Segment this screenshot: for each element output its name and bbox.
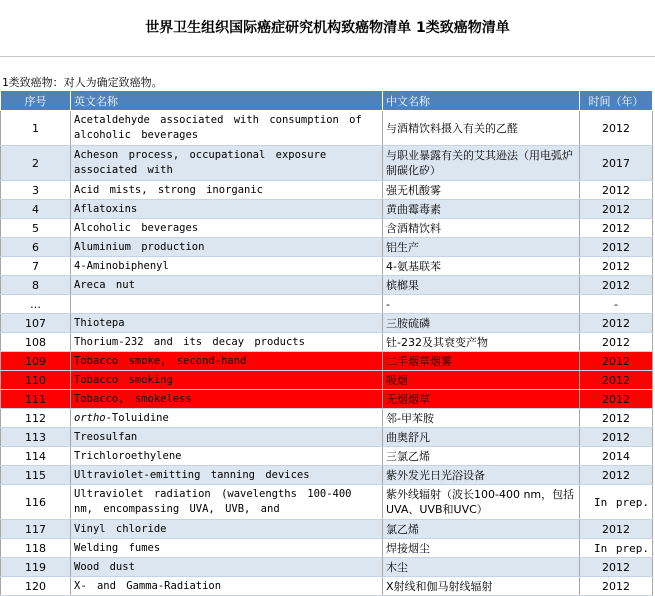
row-number: 114 xyxy=(1,447,71,466)
chinese-name: 焊接烟尘 xyxy=(383,539,580,558)
year: 2012 xyxy=(580,371,653,390)
chinese-name: 强无机酸雾 xyxy=(383,181,580,200)
row-number: 108 xyxy=(1,333,71,352)
table-row xyxy=(1,146,653,181)
row-number: 113 xyxy=(1,428,71,447)
row-number: 7 xyxy=(1,257,71,276)
table-row xyxy=(1,295,653,314)
chinese-name: 氯乙烯 xyxy=(383,520,580,539)
row-number: 8 xyxy=(1,276,71,295)
table-header-row xyxy=(1,91,653,111)
table-row xyxy=(1,539,653,558)
column-header-chinese: 中文名称 xyxy=(383,91,580,111)
row-number: 1 xyxy=(1,111,71,146)
row-number: 4 xyxy=(1,200,71,219)
page-title: 世界卫生组织国际癌症研究机构致癌物清单 1类致癌物清单 xyxy=(0,0,655,57)
table-row xyxy=(1,577,653,596)
chinese-name: 黄曲霉毒素 xyxy=(383,200,580,219)
chinese-name: 木尘 xyxy=(383,558,580,577)
english-name: Ultraviolet radiation (wavelengths 100-400 nm, encompassing UVA, UVB, and xyxy=(71,485,383,520)
year: 2012 xyxy=(580,111,653,146)
year: In prep. xyxy=(580,485,653,520)
table-row xyxy=(1,238,653,257)
table-row xyxy=(1,111,653,146)
table-row xyxy=(1,276,653,295)
column-header-number: 序号 xyxy=(1,91,71,111)
year: 2012 xyxy=(580,352,653,371)
carcinogen-table xyxy=(0,90,653,596)
table-row xyxy=(1,428,653,447)
english-name: Alcoholic beverages xyxy=(71,219,383,238)
english-name: 4-Aminobiphenyl xyxy=(71,257,383,276)
english-name: Tobacco, smokeless xyxy=(71,390,383,409)
year: - xyxy=(580,295,653,314)
chinese-name: - xyxy=(383,295,580,314)
row-number: 107 xyxy=(1,314,71,333)
year: 2012 xyxy=(580,558,653,577)
chinese-name: X射线和伽马射线辐射 xyxy=(383,577,580,596)
english-name: X- and Gamma-Radiation xyxy=(71,577,383,596)
table-row xyxy=(1,352,653,371)
table-row xyxy=(1,447,653,466)
year: 2012 xyxy=(580,577,653,596)
row-number: 109 xyxy=(1,352,71,371)
year: 2017 xyxy=(580,146,653,181)
chinese-name: 二手烟草烟雾 xyxy=(383,352,580,371)
chinese-name: 紫外发光日光浴设备 xyxy=(383,466,580,485)
year: 2012 xyxy=(580,466,653,485)
english-name: Thiotepa xyxy=(71,314,383,333)
year: 2012 xyxy=(580,200,653,219)
group-subtitle: 1类致癌物：对人为确定致癌物。 xyxy=(2,76,163,89)
row-number: 116 xyxy=(1,485,71,520)
chinese-name: 无烟烟草 xyxy=(383,390,580,409)
table-row xyxy=(1,371,653,390)
column-header-english: 英文名称 xyxy=(71,91,383,111)
year: 2012 xyxy=(580,238,653,257)
table-row xyxy=(1,200,653,219)
year: In prep. xyxy=(580,539,653,558)
english-name xyxy=(71,409,383,428)
english-name: Vinyl chloride xyxy=(71,520,383,539)
english-name xyxy=(71,295,383,314)
english-name: Ultraviolet-emitting tanning devices xyxy=(71,466,383,485)
english-name: Welding fumes xyxy=(71,539,383,558)
chinese-name: 钍-232及其衰变产物 xyxy=(383,333,580,352)
chinese-name: 含酒精饮料 xyxy=(383,219,580,238)
english-name-prefix: ortho xyxy=(74,411,106,424)
row-number: 117 xyxy=(1,520,71,539)
chinese-name: 槟榔果 xyxy=(383,276,580,295)
row-number: 6 xyxy=(1,238,71,257)
chinese-name: 紫外线辐射（波长100-400 nm，包括UVA、UVB和UVC） xyxy=(383,485,580,520)
year: 2012 xyxy=(580,333,653,352)
row-number: … xyxy=(1,295,71,314)
table-row xyxy=(1,409,653,428)
english-name: Tobacco smoking xyxy=(71,371,383,390)
year: 2012 xyxy=(580,219,653,238)
chinese-name: 邻-甲苯胺 xyxy=(383,409,580,428)
english-name: Trichloroethylene xyxy=(71,447,383,466)
english-name: Thorium-232 and its decay products xyxy=(71,333,383,352)
chinese-name: 三氯乙烯 xyxy=(383,447,580,466)
row-number: 111 xyxy=(1,390,71,409)
table-row xyxy=(1,181,653,200)
chinese-name: 4-氨基联苯 xyxy=(383,257,580,276)
year: 2012 xyxy=(580,428,653,447)
chinese-name: 吸烟 xyxy=(383,371,580,390)
row-number: 2 xyxy=(1,146,71,181)
table-row xyxy=(1,558,653,577)
english-name: Acheson process, occupational exposure associated with xyxy=(71,146,383,181)
year: 2014 xyxy=(580,447,653,466)
english-name: Acetaldehyde associated with consumption of alcoholic beverages xyxy=(71,111,383,146)
english-name-rest: -Toluidine xyxy=(105,411,169,424)
table-row xyxy=(1,314,653,333)
year: 2012 xyxy=(580,409,653,428)
year: 2012 xyxy=(580,390,653,409)
english-name: Aflatoxins xyxy=(71,200,383,219)
row-number: 118 xyxy=(1,539,71,558)
english-name: Wood dust xyxy=(71,558,383,577)
row-number: 119 xyxy=(1,558,71,577)
table-row xyxy=(1,485,653,520)
table-row xyxy=(1,333,653,352)
chinese-name: 曲奥舒凡 xyxy=(383,428,580,447)
column-header-year: 时间（年） xyxy=(580,91,653,111)
english-name: Aluminium production xyxy=(71,238,383,257)
year: 2012 xyxy=(580,181,653,200)
english-name: Tobacco smoke, second-hand xyxy=(71,352,383,371)
table-row xyxy=(1,466,653,485)
table-row xyxy=(1,219,653,238)
table-body xyxy=(1,111,653,596)
row-number: 110 xyxy=(1,371,71,390)
year: 2012 xyxy=(580,257,653,276)
row-number: 5 xyxy=(1,219,71,238)
table-row xyxy=(1,520,653,539)
chinese-name: 铝生产 xyxy=(383,238,580,257)
year: 2012 xyxy=(580,276,653,295)
chinese-name: 与酒精饮料摄入有关的乙醛 xyxy=(383,111,580,146)
row-number: 115 xyxy=(1,466,71,485)
chinese-name: 与职业暴露有关的艾其逊法（用电弧炉制碳化矽） xyxy=(383,146,580,181)
english-name: Treosulfan xyxy=(71,428,383,447)
chinese-name: 三胺硫磷 xyxy=(383,314,580,333)
year: 2012 xyxy=(580,314,653,333)
english-name: Areca nut xyxy=(71,276,383,295)
english-name: Acid mists, strong inorganic xyxy=(71,181,383,200)
row-number: 3 xyxy=(1,181,71,200)
row-number: 120 xyxy=(1,577,71,596)
table-row xyxy=(1,390,653,409)
table-row xyxy=(1,257,653,276)
year: 2012 xyxy=(580,520,653,539)
row-number: 112 xyxy=(1,409,71,428)
